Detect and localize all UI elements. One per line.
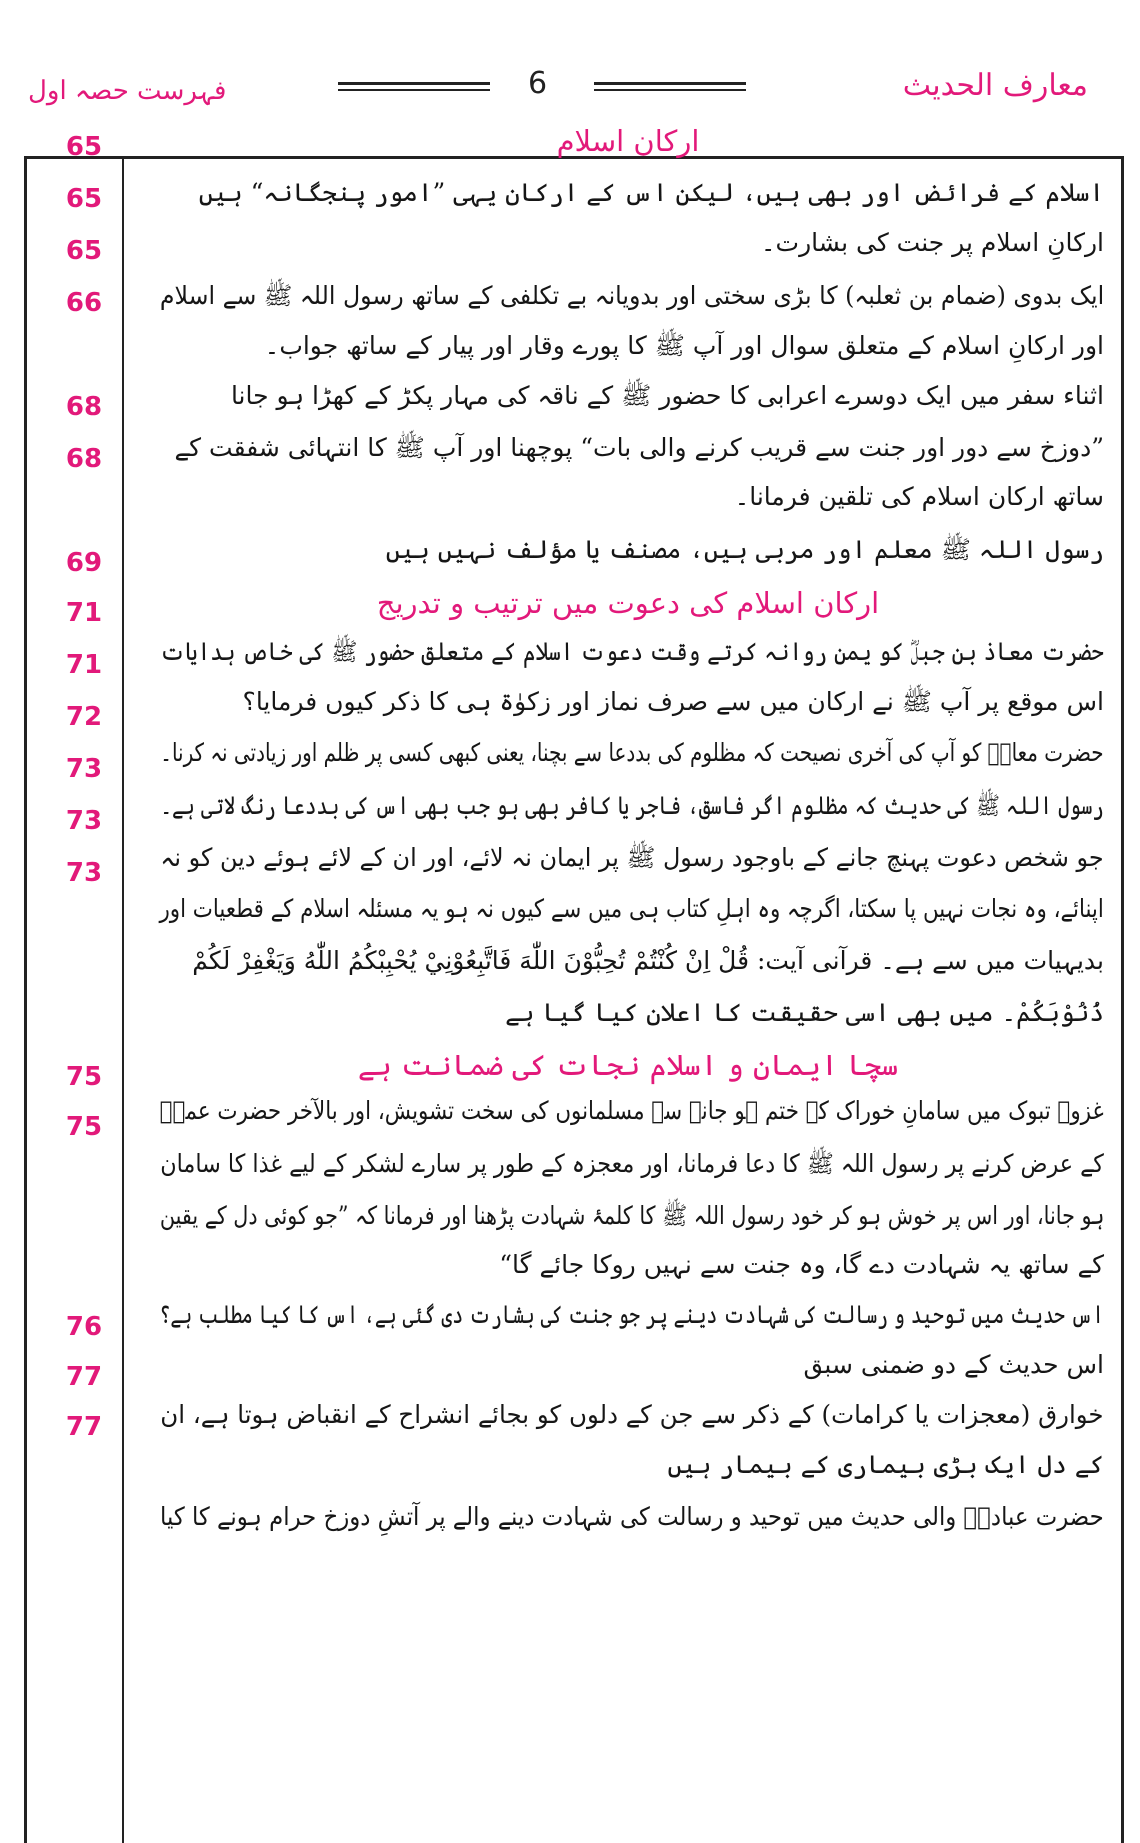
toc-page-number: 65 (65, 184, 103, 214)
toc-entry-line: ارکانِ اسلام پر جنت کی بشارت۔ (760, 228, 1104, 257)
toc-page-number: 73 (65, 806, 103, 836)
section-label: فہرست حصہ اول (28, 76, 227, 106)
toc-entry-line: رسول اللہ ﷺ معلم اور مربی ہیں، مصنف یا مؤلف نہیں ہیں (385, 535, 1104, 564)
toc-page-number: 75 (65, 1062, 103, 1092)
toc-entry-line: حضرت معاذؓ کو آپ کی آخری نصیحت کہ مظلوم کی بددعا سے بچنا، یعنی کبھی کسی پر ظلم اور زیادتی نہ کرنا۔ (160, 738, 1104, 767)
toc-page-number: 73 (65, 754, 103, 784)
toc-entry-line: اور ارکانِ اسلام کے متعلق سوال اور آپ ﷺ کا پورے وقار اور پیار کے ساتھ جواب۔ (264, 331, 1104, 360)
toc-page-number: 69 (65, 548, 103, 578)
toc-entry-line: اس موقع پر آپ ﷺ نے ارکان میں سے صرف نماز اور زکوٰۃ ہی کا ذکر کیوں فرمایا؟ (242, 687, 1104, 716)
toc-entry-line: خوارق (معجزات یا کرامات) کے ذکر سے جن کے دلوں کو بجائے انشراح کے انقباض ہوتا ہے، ان (160, 1400, 1104, 1429)
toc-page-number: 66 (65, 288, 103, 318)
toc-page-number: 65 (65, 236, 103, 266)
toc-entry-line: کے دل ایک بڑی بیماری کے بیمار ہیں (667, 1450, 1104, 1479)
toc-entry-line: ساتھ ارکان اسلام کی تلقین فرمانا۔ (734, 482, 1104, 511)
page-number: 6 (528, 66, 548, 101)
toc-entry-line: کے ساتھ یہ شہادت دے گا، وہ جنت سے نہیں روکا جائے گا“ (499, 1250, 1104, 1279)
toc-entry-line: ”دوزخ سے دور اور جنت سے قریب کرنے والی بات“ پوچھنا اور آپ ﷺ کا انتہائی شفقت کے (174, 433, 1104, 462)
toc-entry-line: جو شخص دعوت پہنچ جانے کے باوجود رسول ﷺ پر ایمان نہ لائے، اور ان کے لائے ہوئے دین کو نہ (160, 843, 1104, 872)
toc-page-number: 71 (65, 598, 103, 628)
toc-entry-line: رسول اللہ ﷺ کی حدیث کہ مظلوم اگر فاسق، فاجر یا کافر بھی ہو جب بھی اس کی بددعا رنگ لاتی ہے۔ (160, 791, 1104, 820)
toc-entry-line: اس حدیث کے دو ضمنی سبق (803, 1350, 1104, 1379)
toc-page-number: 72 (65, 702, 103, 732)
toc-page-number: 65 (65, 132, 103, 162)
book-title: معارف الحدیث (902, 68, 1088, 103)
toc-page-number: 71 (65, 650, 103, 680)
section-heading: سچا ایمان و اسلام نجات کی ضمانت ہے (357, 1048, 899, 1082)
toc-entry-line: اپنائے، وہ نجات نہیں پا سکتا، اگرچہ وہ اہلِ کتاب ہی میں سے کیوں نہ ہو یہ مسئلہ اسلام کے قطعیات اور (159, 894, 1104, 923)
toc-entry-line: ایک بدوی (ضمام بن ثعلبہ) کا بڑی سختی اور بدویانہ بے تکلفی کے ساتھ رسول اللہ ﷺ سے اسلام (159, 281, 1104, 310)
toc-page-number: 75 (65, 1112, 103, 1142)
toc-page-number: 77 (65, 1412, 103, 1442)
page-number-column-divider (122, 156, 124, 1843)
toc-entry-line: اس حدیث میں توحید و رسالت کی شہادت دینے پر جو جنت کی بشارت دی گئی ہے، اس کا کیا مطلب ہے؟ (159, 1300, 1104, 1329)
toc-page-number: 68 (65, 392, 103, 422)
toc-page-number: 76 (65, 1312, 103, 1342)
toc-page-number: 73 (65, 858, 103, 888)
section-heading: ارکان اسلام کی دعوت میں ترتیب و تدریج (376, 586, 880, 620)
toc-entry-line: ہو جانا، اور اس پر خوش ہو کر خود رسول اللہ ﷺ کا کلمۂ شہادت پڑھنا اور فرمانا کہ ”جو کوئی دل کے یقین (159, 1201, 1104, 1230)
toc-page-number: 68 (65, 444, 103, 474)
toc-entry-line: ذُنُوْبَكُمْ۔ میں بھی اسی حقیقت کا اعلان کیا گیا ہے (505, 998, 1104, 1027)
toc-entry-line: کے عرض کرنے پر رسول اللہ ﷺ کا دعا فرمانا، اور معجزہ کے طور پر سارے لشکر کے لیے غذا کا سامان (160, 1149, 1104, 1178)
toc-entry-line: اثناء سفر میں ایک دوسرے اعرابی کا حضور ﷺ کے ناقہ کی مہار پکڑ کے کھڑا ہو جانا (230, 381, 1104, 410)
toc-entry-line: حضرت عبادہؓ والی حدیث میں توحید و رسالت کی شہادت دینے والے پر آتشِ دوزخ حرام ہونے کا کیا (160, 1502, 1104, 1531)
section-heading: ارکان اسلام (556, 124, 700, 158)
toc-entry-line: حضرت معاذ بن جبلؓ کو یمن روانہ کرتے وقت دعوت اسلام کے متعلق حضور ﷺ کی خاص ہدایات (160, 637, 1104, 666)
toc-entry-line: اسلام کے فرائض اور بھی ہیں، لیکن اس کے ارکان یہی ”امور پنجگانہ“ ہیں (198, 178, 1104, 207)
toc-entry-line: بدیہیات میں سے ہے۔ قرآنی آیت: قُلْ اِنْ كُنْتُمْ تُحِبُّوْنَ اللّٰهَ فَاتَّبِعُوْنِيْ يُحْبِبْكُمُ اللّٰهُ وَيَغْفِرْ لَكُمْ (192, 946, 1104, 975)
header-rule-left (338, 82, 490, 85)
header-rule-right (594, 82, 746, 85)
toc-entry-line: غزوۂ تبوک میں سامانِ خوراک کے ختم ہو جانے سے مسلمانوں کی سخت تشویش، اور بالآخر حضرت عمرؓ (160, 1096, 1104, 1125)
toc-page-number: 77 (65, 1362, 103, 1392)
